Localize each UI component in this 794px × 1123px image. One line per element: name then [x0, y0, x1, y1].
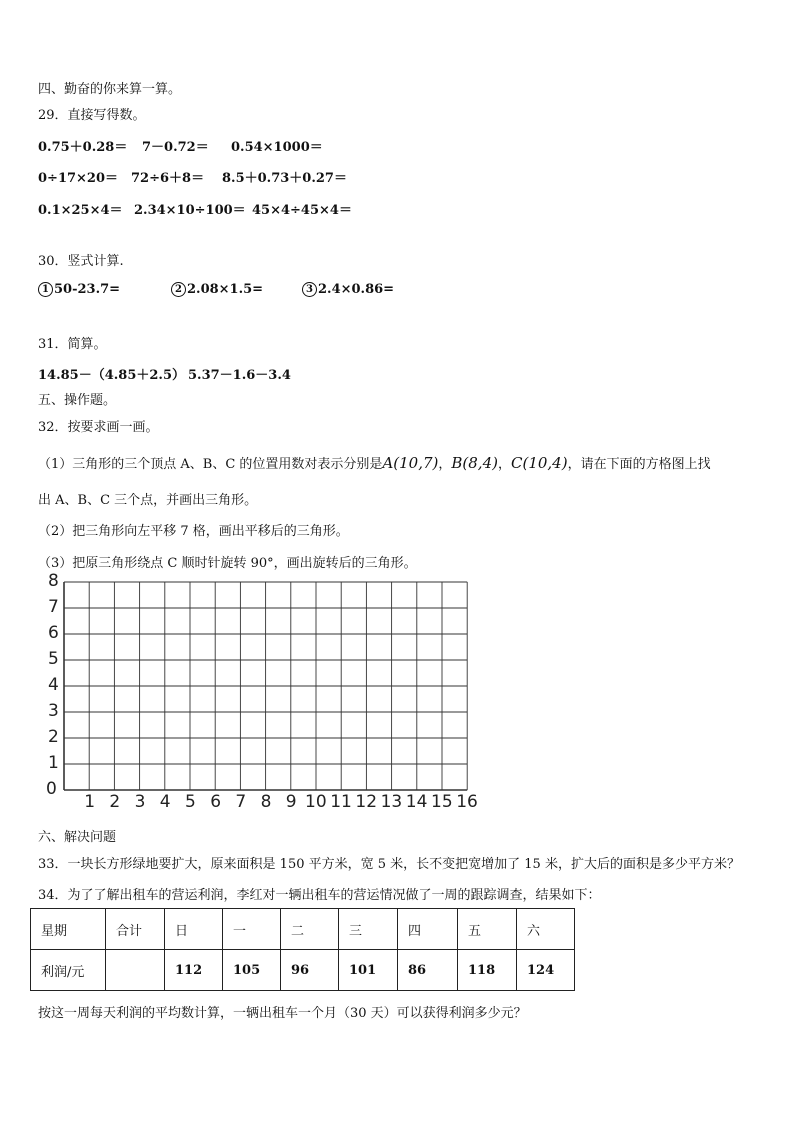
x-axis-tick-label: 6 [210, 792, 222, 812]
x-axis-tick-label: 15 [431, 792, 453, 812]
q30-title: 30．竖式计算. [38, 254, 124, 269]
x-axis-tick-label: 10 [305, 792, 327, 812]
table-cell: 五 [458, 909, 517, 950]
table-cell: 二 [281, 909, 339, 950]
x-axis-tick-label: 8 [260, 792, 272, 812]
profit-table [30, 908, 575, 991]
q29-item: 0.1×25×4＝ [38, 203, 123, 218]
q31-title: 31．简算。 [38, 337, 107, 352]
circled-number: 3 [302, 282, 317, 297]
q34-text: 34．为了了解出租车的营运利润，李红对一辆出租车的营运情况做了一周的跟踪调查，结果如下： [38, 888, 601, 903]
table-cell: 86 [398, 950, 458, 991]
q33-text: 33．一块长方形绿地要扩大，原来面积是 150 平方米，宽 5 米，长不变把宽增加了 15 米，扩大后的面积是多少平方米？ [38, 857, 740, 872]
table-cell: 日 [165, 909, 223, 950]
section-4-title: 四、勤奋的你来算一算。 [38, 82, 182, 97]
x-axis-tick-label: 5 [185, 792, 196, 812]
y-axis-tick-label: 2 [48, 727, 59, 747]
q32-part-1: （1）三角形的三个顶点 A、B、C 的位置用数对表示分别是A(10,7)，B(8,4)，C(10,4)，请在下面的方格图上找 [38, 454, 711, 472]
q31-expr-2: 5.37－1.6－3.4 [188, 368, 291, 383]
table-cell: 101 [339, 950, 398, 991]
x-axis-tick-label: 16 [456, 792, 478, 812]
y-axis-tick-label: 5 [48, 649, 59, 669]
grid-lines [38, 578, 488, 818]
table-cell: 三 [339, 909, 398, 950]
q32-part-1-cont: 出 A、B、C 三个点，并画出三角形。 [38, 493, 258, 508]
q29-item: 0.54×1000＝ [231, 140, 323, 155]
q34-question: 按这一周每天利润的平均数计算，一辆出租车一个月（30 天）可以获得利润多少元？ [38, 1006, 527, 1021]
q29-item: 45×4÷45×4＝ [252, 203, 352, 218]
coordinate-grid[interactable] [38, 571, 488, 818]
q29-item: 72÷6＋8＝ [131, 171, 205, 186]
table-cell: 118 [458, 950, 517, 991]
x-axis-tick-label: 4 [159, 792, 171, 812]
circled-number: 1 [38, 282, 53, 297]
table-cell [106, 950, 165, 991]
q32-part-2: （2）把三角形向左平移 7 格，画出平移后的三角形。 [38, 524, 349, 539]
q29-item: 0÷17×20＝ [38, 171, 119, 186]
q32-part-3: （3）把原三角形绕点 C 顺时针旋转 90°，画出旋转后的三角形。 [38, 556, 417, 571]
q29-item: 0.75＋0.28＝ [38, 140, 128, 155]
y-axis-tick-label: 3 [48, 701, 59, 721]
table-cell: 105 [223, 950, 281, 991]
x-axis-tick-label: 1 [84, 792, 96, 812]
point-b: B(8,4) [451, 454, 498, 472]
x-axis-tick-label: 3 [134, 792, 146, 812]
point-c: C(10,4) [511, 454, 568, 472]
table-cell: 六 [517, 909, 575, 950]
table-cell: 四 [398, 909, 458, 950]
table-header-row [31, 909, 575, 950]
y-axis-tick-label: 1 [48, 753, 59, 773]
q30-item-2: 2 2.08×1.5= [171, 282, 263, 297]
x-axis-tick-label: 13 [380, 792, 403, 812]
table-cell: 合计 [106, 909, 165, 950]
table-cell: 124 [517, 950, 575, 991]
q30-item-3: 3 2.4×0.86= [302, 282, 394, 297]
table-cell: 一 [223, 909, 281, 950]
table-cell: 96 [281, 950, 339, 991]
table-cell: 利润/元 [31, 950, 106, 991]
q29-item: 8.5＋0.73＋0.27＝ [222, 171, 347, 186]
table-cell: 星期 [31, 909, 106, 950]
x-axis-tick-label: 12 [355, 792, 378, 812]
q31-expr-1: 14.85－（4.85＋2.5） [38, 368, 185, 383]
section-6-title: 六、解决问题 [38, 830, 117, 845]
q32-title: 32．按要求画一画。 [38, 420, 159, 435]
x-axis-tick-label: 0 [46, 779, 57, 799]
section-5-title: 五、操作题。 [38, 393, 117, 408]
y-axis-tick-label: 8 [48, 571, 59, 591]
y-axis-tick-label: 4 [48, 675, 59, 695]
q30-item-1: 1 50-23.7= [38, 282, 120, 297]
y-axis-tick-label: 7 [48, 597, 59, 617]
y-axis-tick-label: 6 [48, 623, 59, 643]
x-axis-tick-label: 2 [109, 792, 121, 812]
point-a: A(10,7) [382, 454, 439, 472]
x-axis-tick-label: 7 [235, 792, 247, 812]
x-axis-tick-label: 11 [330, 792, 352, 812]
q29-item: 2.34×10÷100＝ [134, 203, 246, 218]
q29-item: 7－0.72＝ [142, 140, 209, 155]
q29-title: 29．直接写得数。 [38, 108, 146, 123]
table-cell: 112 [165, 950, 223, 991]
x-axis-tick-label: 9 [285, 792, 297, 812]
table-row [31, 950, 575, 991]
circled-number: 2 [171, 282, 186, 297]
x-axis-tick-label: 14 [405, 792, 428, 812]
